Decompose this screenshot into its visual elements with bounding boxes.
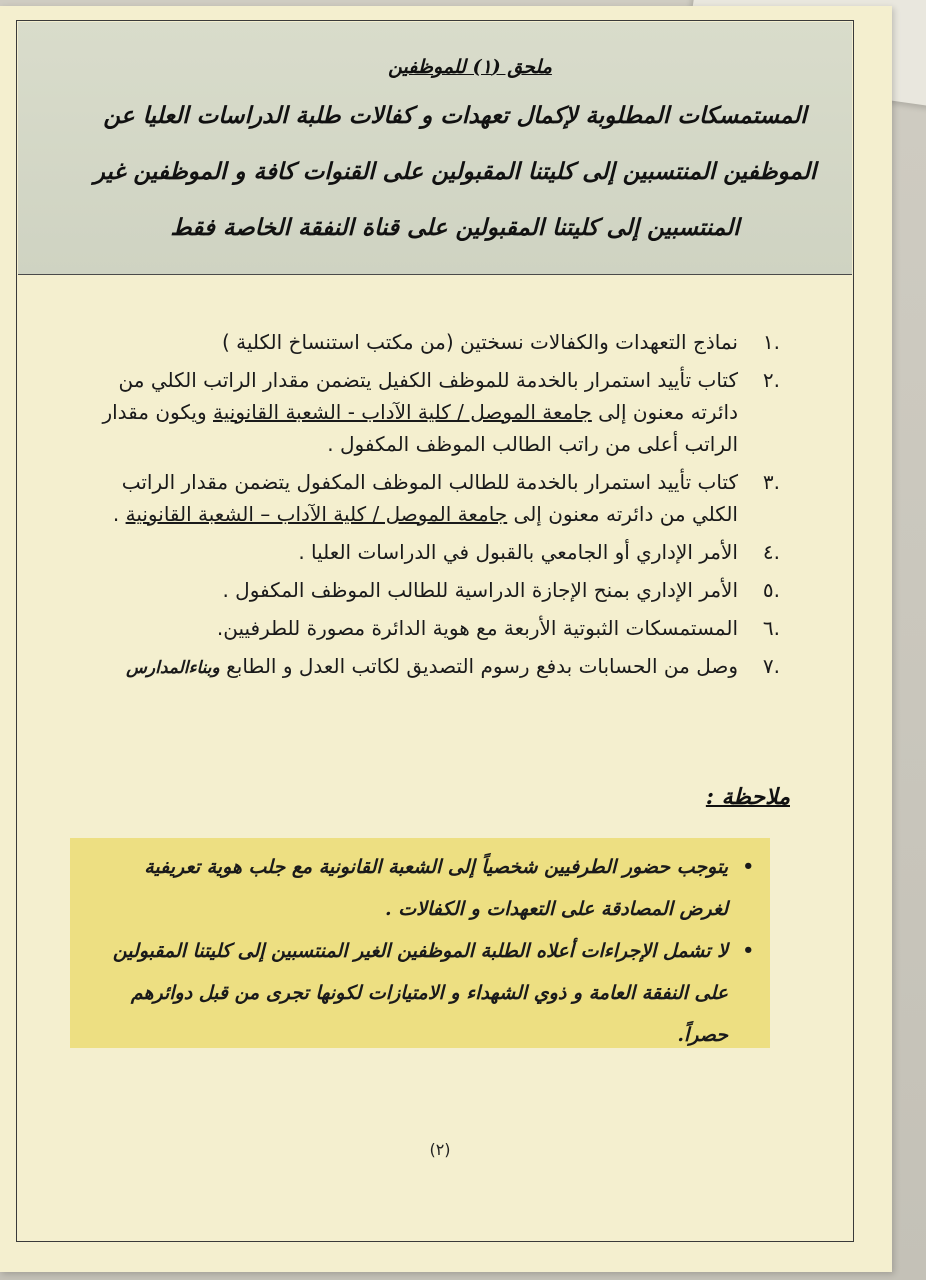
note-item-2 <box>90 930 756 1056</box>
requirement-number: .٣ <box>762 470 780 494</box>
requirement-number: .٢ <box>762 368 780 392</box>
note-text: يتوجب حضور الطرفيين شخصياً إلى الشعبة القانونية مع جلب هوية تعريفية لغرض المصادقة على التعهدات و الكفالات . <box>144 856 728 920</box>
annex-title: ملحق (١) للموظفين <box>388 56 552 78</box>
requirement-number: .١ <box>762 330 780 354</box>
requirement-item-3 <box>100 466 780 530</box>
note-item-1 <box>90 846 756 930</box>
requirement-item-2 <box>100 364 780 460</box>
note-highlight-box <box>70 838 770 1048</box>
note-text: لا تشمل الإجراءات أعلاه الطلبة الموظفين الغير المنتسبين إلى كليتنا المقبولين على النفقة العامة و ذوي الشهداء و الامتيازات لكونها تجرى من قبل دوائرهم حصراً. <box>112 940 728 1046</box>
requirement-item-6 <box>100 612 780 644</box>
requirement-item-5 <box>100 574 780 606</box>
page-number: (٢) <box>429 1140 451 1159</box>
requirement-text: نماذج التعهدات والكفالات نسختين (من مكتب استنساخ الكلية ) <box>221 330 738 354</box>
bullet-icon: • <box>742 940 754 961</box>
requirement-number: .٦ <box>762 616 780 640</box>
requirement-text-continued: ويكون مقدار الراتب أعلى من راتب الطالب الموظف المكفول . <box>102 400 738 456</box>
note-label: ملاحظة : <box>705 784 790 810</box>
requirement-item-1 <box>100 326 780 358</box>
requirement-item-7 <box>100 650 780 684</box>
requirement-text: وصل من الحسابات بدفع رسوم التصديق لكاتب العدل و الطابع <box>219 654 738 678</box>
heading-line-3: المنتسبين إلى كليتنا المقبولين على قناة النفقة الخاصة فقط <box>170 214 740 241</box>
requirements-list <box>100 326 780 690</box>
requirement-underlined-address: جامعة الموصل / كلية الآداب – الشعبة القانونية <box>125 502 508 526</box>
heading-line-1: المستمسكات المطلوبة لإكمال تعهدات و كفالات طلبة الدراسات العليا عن <box>103 102 807 129</box>
heading-line-2: الموظفين المنتسبين إلى كليتنا المقبولين على القنوات كافة و الموظفين غير <box>93 158 817 185</box>
requirement-underlined-address: جامعة الموصل / كلية الآداب - الشعبة القانونية <box>213 400 592 424</box>
requirement-text: كتاب تأييد استمرار بالخدمة للطالب الموظف المكفول يتضمن مقدار الراتب الكلي من دائرته معنون إلى <box>121 470 738 526</box>
requirement-text: الأمر الإداري بمنح الإجازة الدراسية للطالب الموظف المكفول . <box>222 578 738 602</box>
requirement-number: .٧ <box>762 654 780 678</box>
requirement-number: .٥ <box>762 578 780 602</box>
requirement-text: الأمر الإداري أو الجامعي بالقبول في الدراسات العليا . <box>298 540 738 564</box>
requirement-number: .٤ <box>762 540 780 564</box>
note-list <box>90 846 756 1056</box>
requirement-item-4 <box>100 536 780 568</box>
handwritten-addition: وبناءالمدارس <box>126 658 220 678</box>
bullet-icon: • <box>742 856 754 877</box>
requirement-text: المستمسكات الثبوتية الأربعة مع هوية الدائرة مصورة للطرفيين. <box>216 616 738 640</box>
requirement-text: كتاب تأييد استمرار بالخدمة للموظف الكفيل يتضمن مقدار الراتب الكلي من دائرته معنون إلى <box>118 368 738 424</box>
requirement-text-continued: . <box>112 502 126 526</box>
